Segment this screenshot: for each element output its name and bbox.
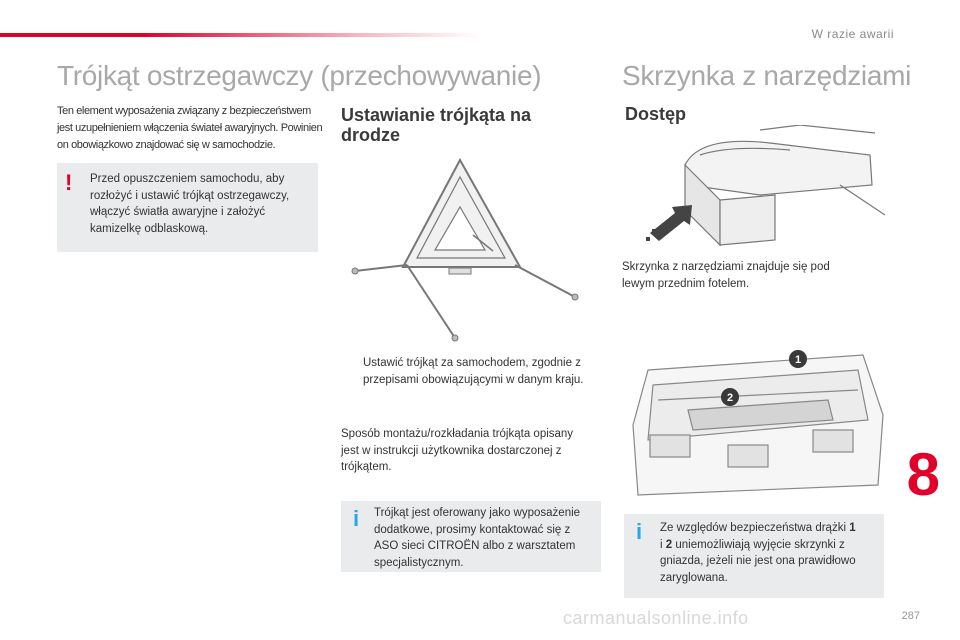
heading-triangle-setup: Ustawianie trójkąta na drodze (341, 105, 532, 145)
step-text: Ustawić trójkąt za samochodem, zgodnie z przepisami obowiązującymi w danym kraju. (363, 357, 584, 386)
info-icon: i (636, 519, 643, 544)
info-icon: i (353, 506, 360, 531)
info-text-toolbox (660, 520, 880, 586)
info-box-triangle (341, 501, 601, 572)
marker-2-label: 2 (726, 392, 734, 404)
warning-text: Przed opuszczeniem samochodu, aby rozłożyć i ustawić trójkąt ostrzegawczy, włączyć światła awaryjne i założyć kamizelkę odblaskową. (90, 173, 290, 235)
heading-access: Dostęp (625, 104, 687, 124)
warning-box (57, 163, 318, 252)
seat-access-illustration (640, 125, 890, 255)
warning-triangle-icon (352, 160, 578, 341)
toolbox-icon (633, 355, 883, 495)
toolbox-caption: Skrzynka z narzędziami znajduje się pod lewym przednim fotelem. (622, 261, 830, 290)
arrow-icon (646, 205, 692, 241)
info-label-1: 1 (849, 522, 856, 534)
top-accent-bar (0, 33, 480, 37)
marker-1-label: 1 (794, 354, 802, 366)
triangle-illustration (345, 155, 585, 345)
intro-text: Ten element wyposażenia związany z bezpieczeństwem jest uzupełnieniem włączenia świateł awaryjnych. Powinien on obowiązkowo znajdować się w samochodzie. (57, 105, 323, 151)
chapter-number: 8 (906, 441, 940, 508)
info-box-toolbox (624, 514, 884, 598)
info-text-post: uniemożliwiają wyjęcie skrzynki z gniazda, jeżeli nie jest ona prawidłowo zaryglowana. (660, 538, 856, 584)
info-label-2: 2 (665, 538, 673, 551)
info-text-pre: Ze względów bezpieczeństwa drążki (660, 522, 847, 534)
warning-icon: ! (65, 170, 73, 195)
toolbox-illustration (628, 345, 888, 500)
page-number: 287 (901, 610, 920, 622)
page-title-toolbox: Skrzynka z narzędziami (622, 60, 912, 91)
watermark: carmanualsonline.info (563, 608, 749, 628)
section-title: W razie awarii (811, 27, 894, 41)
seat-icon (685, 125, 885, 245)
info-text-triangle: Trójkąt jest oferowany jako wyposażenie dodatkowe, prosimy kontaktować się z ASO sieci CITROËN albo z warsztatem specjalistycznym. (374, 507, 581, 569)
assembly-text: Sposób montażu/rozkładania trójkąta opisany jest w instrukcji użytkownika dostarczonej z trójkątem. (341, 428, 574, 473)
info-text-and: i (660, 538, 663, 551)
page-title-triangle: Trójkąt ostrzegawczy (przechowywanie) (57, 60, 542, 91)
